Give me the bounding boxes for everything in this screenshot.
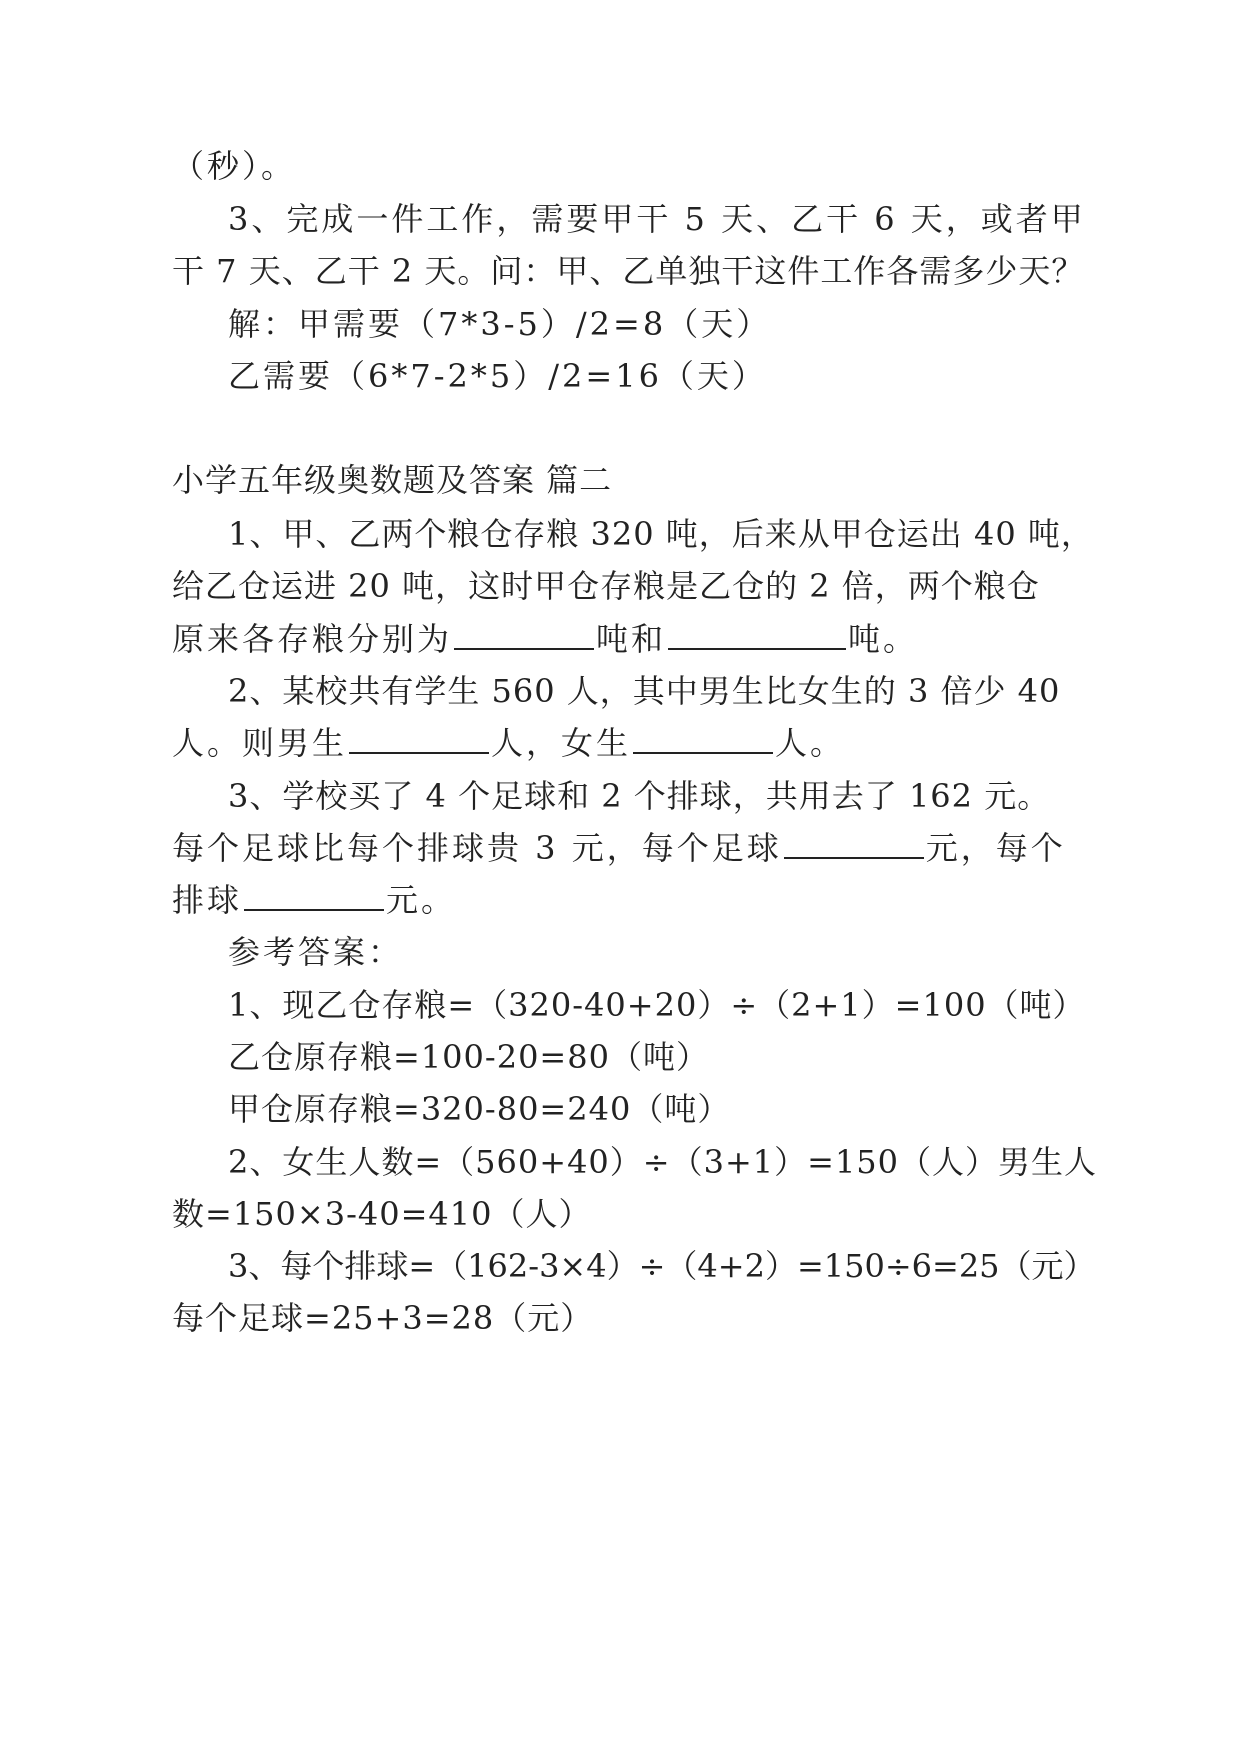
- solution-line-1: 解：甲需要（7*3-5）/2=8（天）: [228, 305, 772, 343]
- answer-3-line-2: 每个足球=25+3=28（元）: [172, 1299, 594, 1337]
- answer-blank: [244, 881, 384, 911]
- answer-blank: [454, 620, 594, 650]
- question-1-line-3: [172, 619, 918, 659]
- answer-1-line-1: 1、现乙仓存粮=（320-40+20）÷（2+1）=100（吨）: [228, 986, 1086, 1024]
- text-segment: 排球: [172, 881, 243, 919]
- question-2-line-2: [172, 723, 845, 763]
- answer-blank: [633, 724, 773, 754]
- text-segment: 元，每个: [925, 829, 1066, 867]
- text-segment: 原来各存粮分别为: [172, 620, 453, 658]
- question-1-line-1: 1、甲、乙两个粮仓存粮 320 吨，后来从甲仓运出 40 吨，: [228, 515, 1094, 553]
- answer-3-line-1: 3、每个排球=（162-3×4）÷（4+2）=150÷6=25（元）: [228, 1247, 1096, 1285]
- question-1-line-2: 给乙仓运进 20 吨，这时甲仓存粮是乙仓的 2 倍，两个粮仓: [172, 567, 1040, 605]
- problem-3-line-2: 干 7 天、乙干 2 天。问：甲、乙单独干这件工作各需多少天？: [172, 252, 1085, 290]
- question-3-line-3: [172, 880, 456, 920]
- answer-2-line-1: 2、女生人数=（560+40）÷（3+1）=150（人）男生人: [228, 1143, 1098, 1181]
- answer-1-line-2: 乙仓原存粮=100-20=80（吨）: [228, 1038, 709, 1076]
- answer-2-line-2: 数=150×3-40=410（人）: [172, 1195, 592, 1233]
- problem-3-line-1: 3、完成一件工作，需要甲干 5 天、乙干 6 天，或者甲: [228, 200, 1086, 238]
- question-3-line-1: 3、学校买了 4 个足球和 2 个排球，共用去了 162 元。: [228, 777, 1051, 815]
- text-segment: 吨。: [848, 620, 919, 658]
- text-segment: 人。: [775, 724, 846, 762]
- answer-blank: [349, 724, 489, 754]
- answer-1-line-3: 甲仓原存粮=320-80=240（吨）: [228, 1090, 731, 1128]
- text-segment: 每个足球比每个排球贵 3 元，每个足球: [172, 829, 782, 867]
- text-line: （秒）。: [172, 147, 297, 185]
- answers-heading: 参考答案：: [228, 933, 404, 971]
- solution-line-2: 乙需要（6*7-2*5）/2=16（天）: [228, 357, 767, 395]
- text-segment: 元。: [386, 881, 457, 919]
- question-3-line-2: [172, 828, 1066, 868]
- text-segment: 人。则男生: [172, 724, 348, 762]
- text-segment: 吨和: [596, 620, 667, 658]
- answer-blank: [784, 829, 924, 859]
- answer-blank: [668, 620, 846, 650]
- question-2-line-1: 2、某校共有学生 560 人，其中男生比女生的 3 倍少 40: [228, 672, 1061, 710]
- section-heading: 小学五年级奥数题及答案 篇二: [172, 461, 613, 499]
- text-segment: 人，女生: [491, 724, 632, 762]
